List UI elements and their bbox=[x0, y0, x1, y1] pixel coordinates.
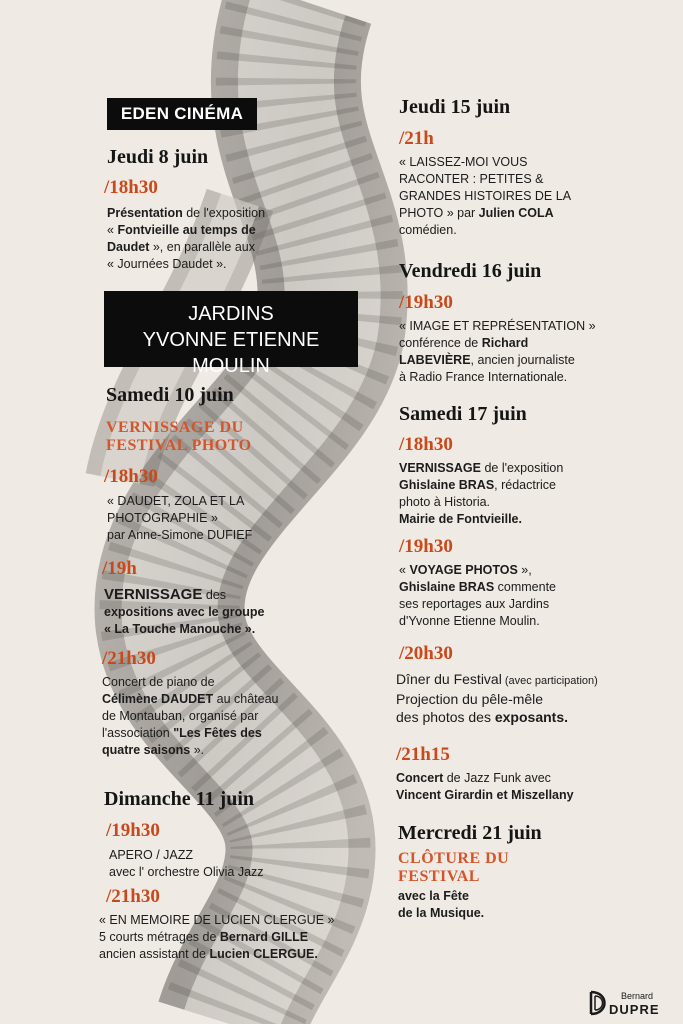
event-image-representation: « IMAGE ET REPRÉSENTATION » conférence de Richard LABEVIÈRE, ancien journaliste à Radio France Internationale. bbox=[399, 319, 596, 384]
event-concert-jazz-funk: Concert de Jazz Funk avec Vincent Girardin et Miszellany bbox=[396, 771, 574, 802]
time-21h30-samedi10: /21h30 bbox=[102, 648, 156, 669]
day-dimanche-11: Dimanche 11 juin bbox=[104, 788, 255, 810]
time-19h-samedi10: /19h bbox=[102, 558, 137, 579]
bernard-dupre-signature-logo bbox=[587, 988, 669, 1018]
time-19h30-vendredi16: /19h30 bbox=[399, 292, 453, 313]
day-samedi-17: Samedi 17 juin bbox=[399, 403, 527, 425]
event-vernissage-bras: VERNISSAGE de l'exposition Ghislaine BRAS, rédactrice photo à Historia. Mairie de Fontvieille. bbox=[399, 461, 564, 526]
day-jeudi-8: Jeudi 8 juin bbox=[107, 146, 209, 168]
event-apero-jazz: APERO / JAZZ avec l' orchestre Olivia Jazz bbox=[109, 848, 264, 879]
time-21h30-dimanche11: /21h30 bbox=[106, 886, 160, 907]
time-19h30-dimanche11: /19h30 bbox=[106, 820, 160, 841]
event-memoire-clergue: « EN MEMOIRE DE LUCIEN CLERGUE » 5 courts métrages de Bernard GILLE ancien assistant de Lucien CLERGUE. bbox=[99, 913, 335, 961]
day-mercredi-21: Mercredi 21 juin bbox=[398, 822, 542, 844]
event-voyage-photos: « VOYAGE PHOTOS », Ghislaine BRAS commente ses reportages aux Jardins d'Yvonne Etienne Moulin. bbox=[399, 563, 557, 628]
event-fete-musique: avec la Fête de la Musique. bbox=[398, 889, 485, 920]
event-vernissage-expositions: VERNISSAGE des expositions avec le groupe « La Touche Manouche ». bbox=[104, 586, 265, 636]
event-concert-piano: Concert de piano de Célimène DAUDET au château de Montauban, organisé par l'association "Les Fêtes des quatre saisons ». bbox=[102, 675, 279, 757]
event-daudet-zola: « DAUDET, ZOLA ET LA PHOTOGRAPHIE » par Anne-Simone DUFIEF bbox=[107, 494, 253, 542]
jardins-label: JARDINS YVONNE ETIENNE MOULIN bbox=[104, 291, 358, 367]
time-19h30-samedi17: /19h30 bbox=[399, 536, 453, 557]
eden-cinema-label: EDEN CINÉMA bbox=[107, 98, 257, 130]
svg-text:DUPRE: DUPRE bbox=[609, 1002, 660, 1017]
day-jeudi-15: Jeudi 15 juin bbox=[399, 96, 511, 118]
svg-text:Bernard: Bernard bbox=[621, 991, 654, 1001]
day-samedi-10: Samedi 10 juin bbox=[106, 384, 234, 406]
time-18h30-jeudi8: /18h30 bbox=[104, 177, 158, 198]
time-21h-jeudi15: /21h bbox=[399, 128, 434, 149]
event-laissez-moi-raconter: « LAISSEZ-MOI VOUS RACONTER : PETITES & GRANDES HISTOIRES DE LA PHOTO » par Julien COLA comédien. bbox=[399, 155, 572, 237]
time-20h30-samedi17: /20h30 bbox=[399, 643, 453, 664]
day-vendredi-16: Vendredi 16 juin bbox=[399, 260, 542, 282]
time-18h30-samedi10: /18h30 bbox=[104, 466, 158, 487]
vernissage-festival-accent: VERNISSAGE DU FESTIVAL PHOTO bbox=[106, 419, 252, 454]
event-diner-festival: Dîner du Festival (avec participation) Projection du pêle-mêle des photos des exposants. bbox=[396, 671, 598, 725]
time-18h30-samedi17: /18h30 bbox=[399, 434, 453, 455]
cloture-festival-accent: CLÔTURE DU FESTIVAL bbox=[398, 850, 510, 885]
time-21h15-samedi17: /21h15 bbox=[396, 744, 450, 765]
event-description-jeudi8: Présentation de l'exposition « Fontvieille au temps de Daudet », en parallèle aux « Journées Daudet ». bbox=[107, 206, 266, 271]
